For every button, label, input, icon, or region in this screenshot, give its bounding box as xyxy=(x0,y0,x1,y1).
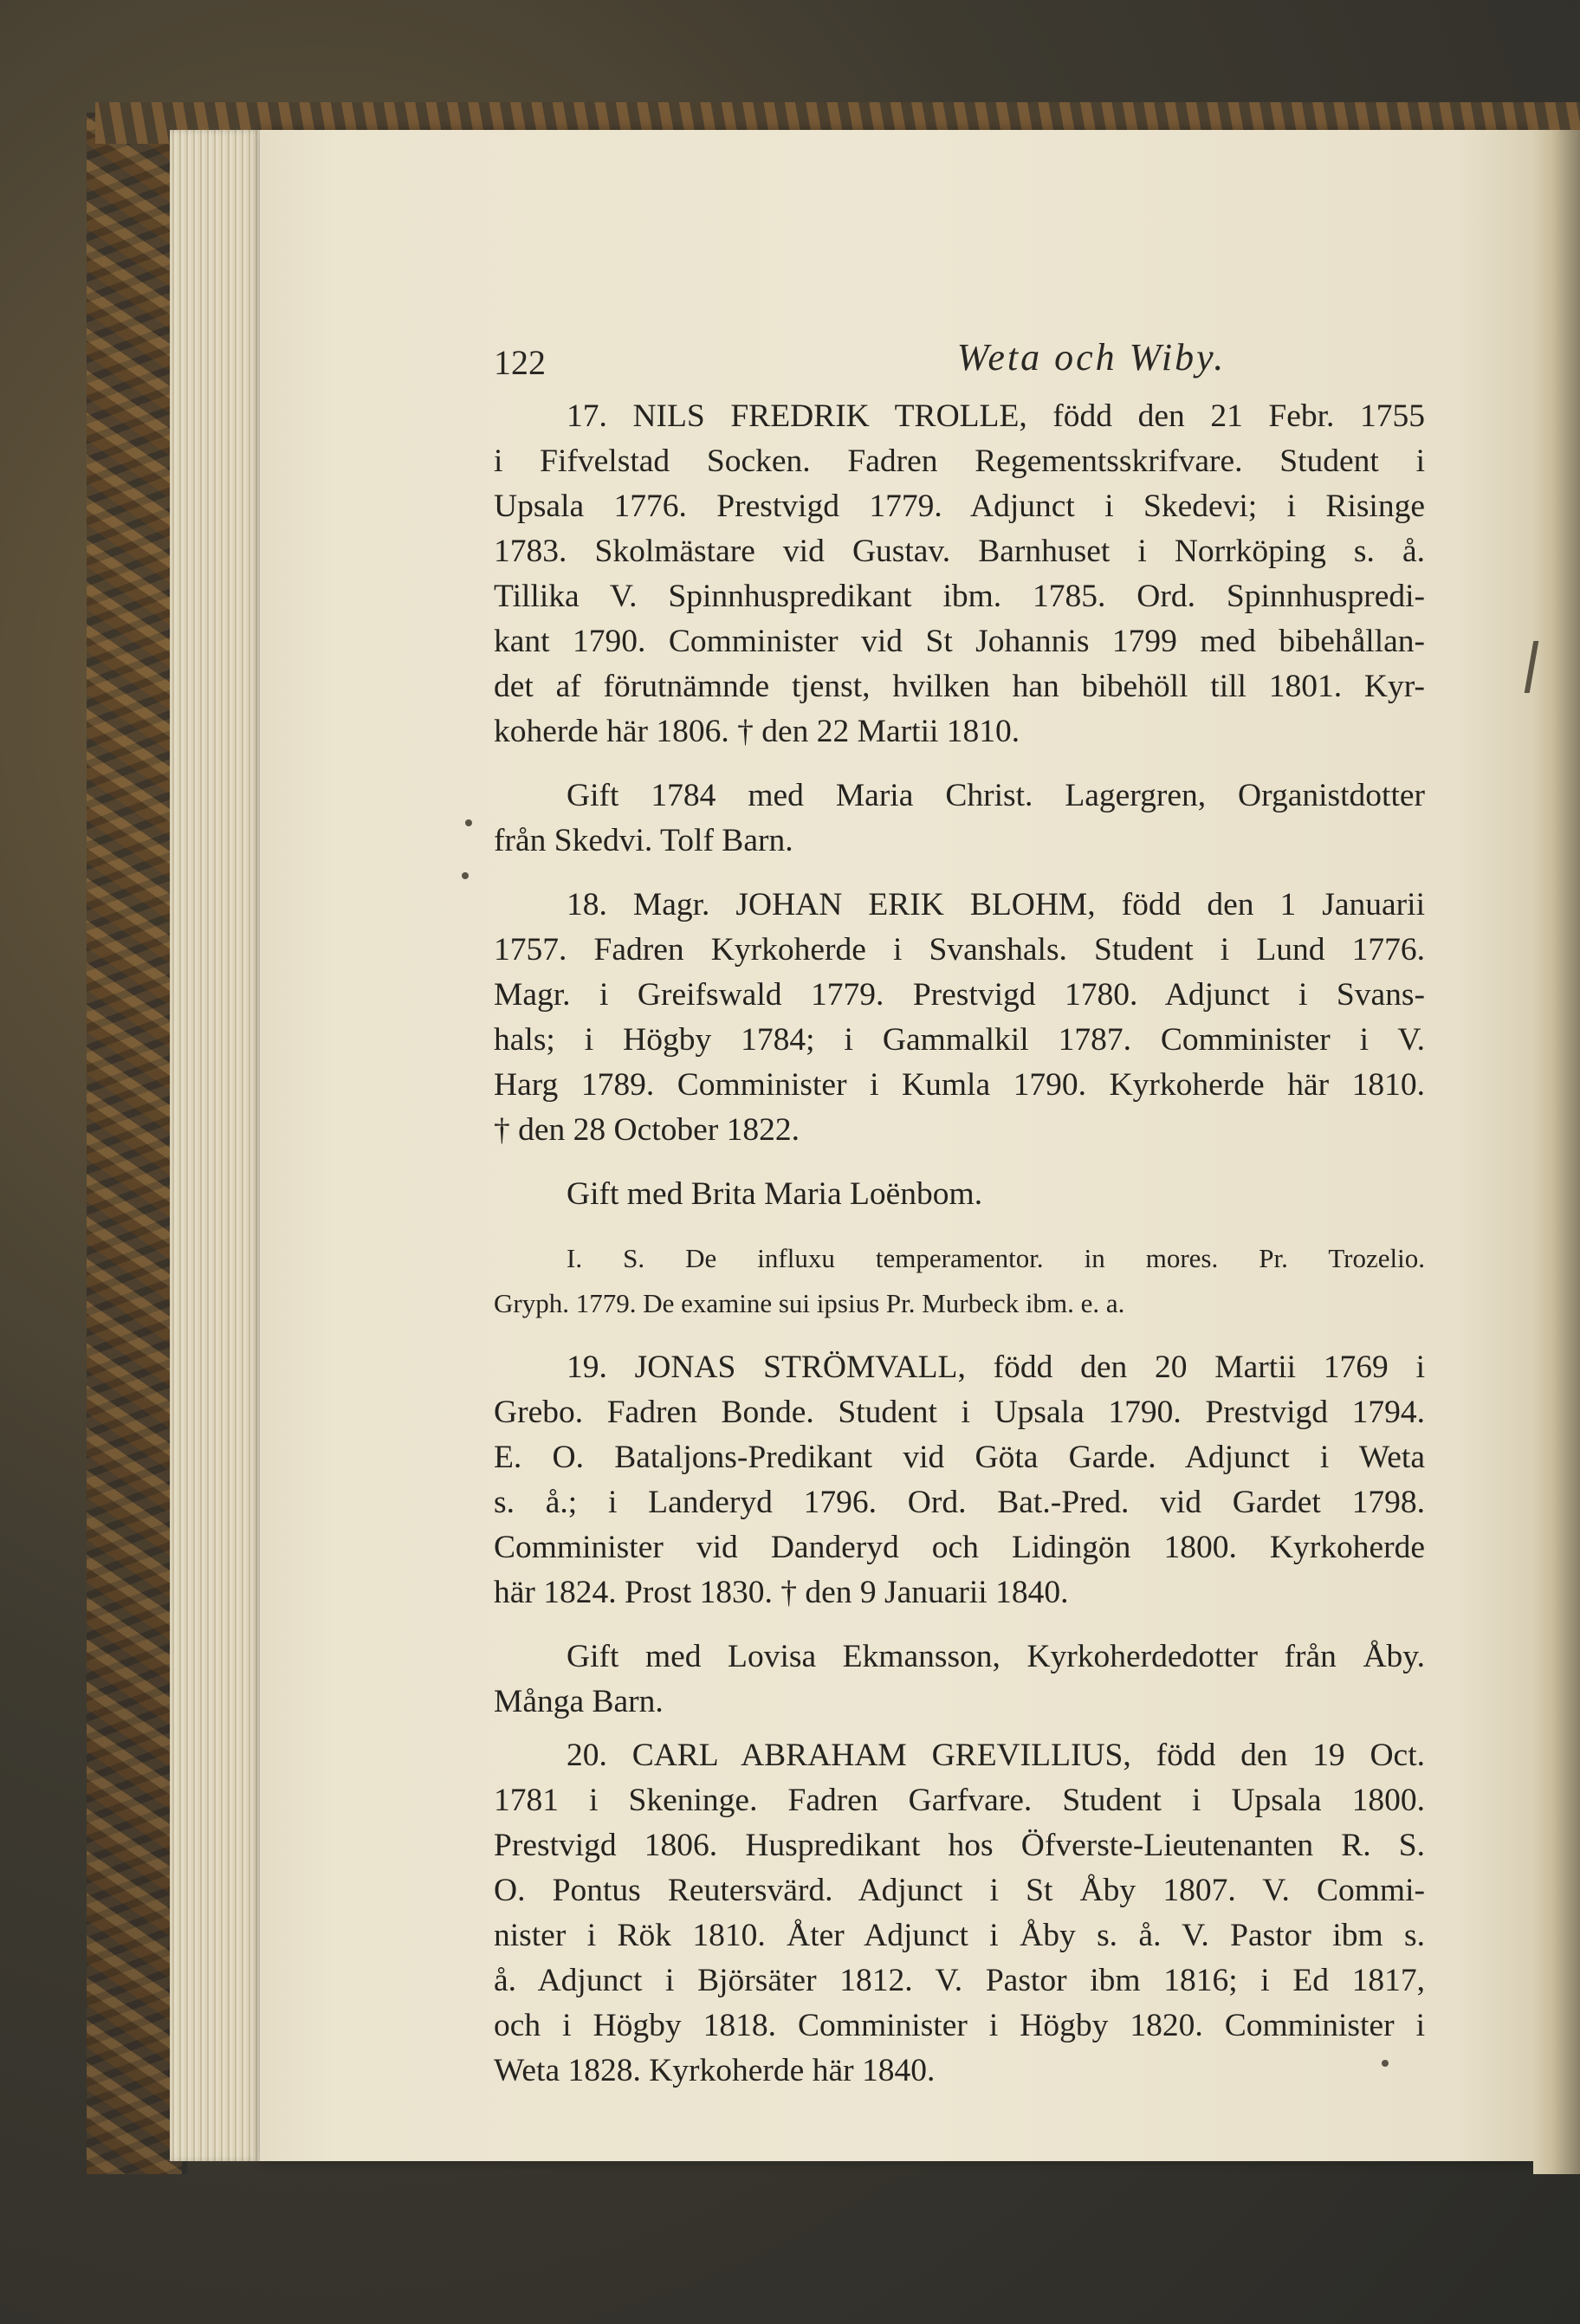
text-line: nister i Rök 1810. Åter Adjunct i Åby s. å. V. Pastor ibm s. xyxy=(494,1918,1425,1953)
text-line: Gift med Lovisa Ekmansson, Kyrkoherdedotter från Åby. xyxy=(567,1639,1425,1674)
text-line: 17. NILS FREDRIK TROLLE, född den 21 Febr. 1755 xyxy=(567,398,1425,434)
text-line: Gift med Brita Maria Loënbom. xyxy=(567,1176,983,1212)
text-line: Tillika V. Spinnhuspredikant ibm. 1785. Ord. Spinnhuspredi- xyxy=(494,579,1425,614)
text-line: från Skedvi. Tolf Barn. xyxy=(494,823,793,858)
text-line: Grebo. Fadren Bonde. Student i Upsala 1790. Prestvigd 1794. xyxy=(494,1395,1425,1430)
text-line: E. O. Bataljons-Predikant vid Göta Garde. Adjunct i Weta xyxy=(494,1440,1425,1475)
text-line: O. Pontus Reutersvärd. Adjunct i St Åby 1807. V. Commi- xyxy=(494,1873,1425,1908)
text-line: Harg 1789. Comminister i Kumla 1790. Kyrkoherde här 1810. xyxy=(494,1067,1425,1103)
body-text xyxy=(494,394,1425,2094)
running-title: Weta och Wiby. xyxy=(956,336,1227,379)
text-line: Prestvigd 1806. Huspredikant hos Öfverste-Lieutenanten R. S. xyxy=(494,1828,1425,1863)
text-line: å. Adjunct i Björsäter 1812. V. Pastor ibm 1816; i Ed 1817, xyxy=(494,1963,1425,1998)
ink-speck xyxy=(1382,2060,1389,2067)
text-line: Gift 1784 med Maria Christ. Lagergren, Organistdotter xyxy=(567,778,1425,813)
text-line: det af förutnämnde tjenst, hvilken han bibehöll till 1801. Kyr- xyxy=(494,669,1425,704)
text-line: i Fifvelstad Socken. Fadren Regementsskrifvare. Student i xyxy=(494,443,1425,479)
facing-page-edge xyxy=(1533,130,1580,2174)
text-line: koherde här 1806. † den 22 Martii 1810. xyxy=(494,714,1020,749)
text-line: 18. Magr. JOHAN ERIK BLOHM, född den 1 Januarii xyxy=(567,887,1425,922)
running-head xyxy=(494,335,1580,387)
text-line: † den 28 October 1822. xyxy=(494,1112,800,1148)
text-line: Weta 1828. Kyrkoherde här 1840. xyxy=(494,2053,936,2088)
text-line: Upsala 1776. Prestvigd 1779. Adjunct i Skedevi; i Risinge xyxy=(494,489,1425,524)
text-line: I. S. De influxu temperamentor. in mores. Pr. Trozelio. xyxy=(567,1243,1425,1273)
text-line: s. å.; i Landeryd 1796. Ord. Bat.-Pred. vid Gardet 1798. xyxy=(494,1485,1425,1520)
page-number: 122 xyxy=(494,343,546,382)
text-line: hals; i Högby 1784; i Gammalkil 1787. Comminister i V. xyxy=(494,1022,1425,1058)
text-line: 20. CARL ABRAHAM GREVILLIUS, född den 19 Oct. xyxy=(567,1738,1425,1773)
text-line: 1783. Skolmästare vid Gustav. Barnhuset i Norrköping s. å. xyxy=(494,534,1425,569)
ink-speck xyxy=(465,819,472,826)
text-line: och i Högby 1818. Comminister i Högby 1820. Comminister i xyxy=(494,2008,1425,2043)
text-line: Magr. i Greifswald 1779. Prestvigd 1780. Adjunct i Svans- xyxy=(494,977,1425,1013)
text-line: kant 1790. Comminister vid St Johannis 1799 med bibehållan- xyxy=(494,624,1425,659)
text-line: 1781 i Skeninge. Fadren Garfvare. Student i Upsala 1800. xyxy=(494,1783,1425,1818)
ink-speck xyxy=(462,872,469,879)
text-line: 19. JONAS STRÖMVALL, född den 20 Martii 1769 i xyxy=(567,1350,1425,1385)
text-line: här 1824. Prost 1830. † den 9 Januarii 1840. xyxy=(494,1575,1069,1610)
text-line: Gryph. 1779. De examine sui ipsius Pr. Murbeck ibm. e. a. xyxy=(494,1288,1125,1318)
text-line: Många Barn. xyxy=(494,1684,664,1719)
text-line: Comminister vid Danderyd och Lidingön 1800. Kyrkoherde xyxy=(494,1530,1425,1565)
page-stack-edges xyxy=(170,130,274,2161)
text-line: 1757. Fadren Kyrkoherde i Svanshals. Student i Lund 1776. xyxy=(494,932,1425,968)
